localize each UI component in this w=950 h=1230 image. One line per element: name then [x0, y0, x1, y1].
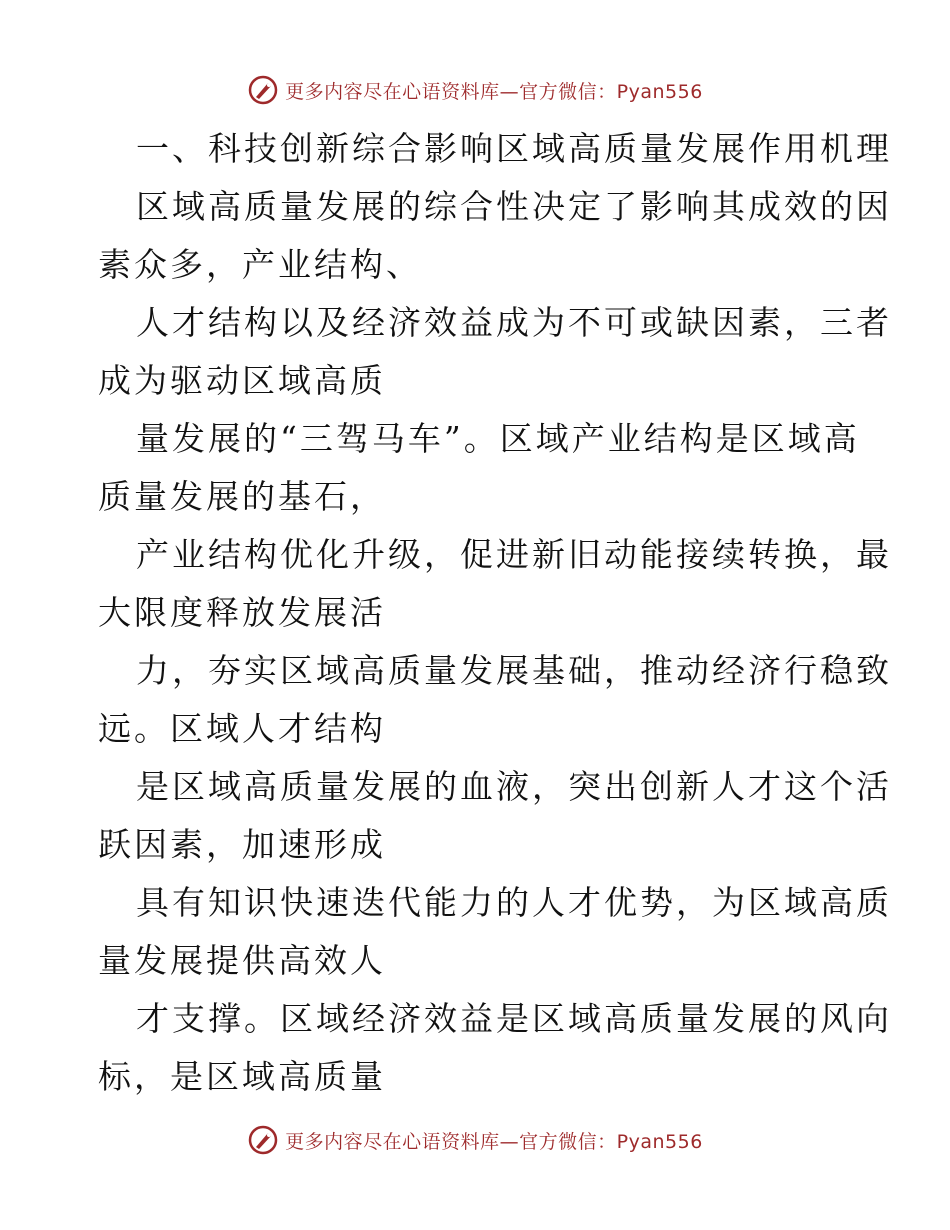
paragraph-line: 人才结构以及经济效益成为不可或缺因素，三者	[136, 303, 892, 342]
paragraph-line: 区域高质量发展的综合性决定了影响其成效的因	[136, 187, 892, 226]
paragraph-line: 量发展提供高效人	[98, 941, 386, 980]
paragraph-line: 量发展的“三驾马车”。区域产业结构是区域高	[136, 419, 860, 458]
header-banner-text: 更多内容尽在心语资料库—官方微信：Pyan556	[285, 80, 703, 103]
section-heading: 一、科技创新综合影响区域高质量发展作用机理	[136, 129, 892, 168]
paragraph-line: 才支撑。区域经济效益是区域高质量发展的风向	[136, 999, 892, 1038]
footer-banner-text: 更多内容尽在心语资料库—官方微信：Pyan556	[285, 1130, 703, 1153]
pen-circle-logo-icon	[247, 74, 279, 106]
paragraph-line: 远。区域人才结构	[98, 709, 386, 748]
paragraph-line: 跃因素，加速形成	[98, 825, 386, 864]
paragraph-line: 力，夯实区域高质量发展基础，推动经济行稳致	[136, 651, 892, 690]
document-body	[98, 120, 892, 1106]
paragraph-line: 素众多，产业结构、	[98, 245, 422, 284]
paragraph-line: 具有知识快速迭代能力的人才优势，为区域高质	[136, 883, 892, 922]
paragraph-line: 大限度释放发展活	[98, 593, 386, 632]
paragraph-line: 质量发展的基石，	[98, 477, 386, 516]
paragraph-line: 标，是区域高质量	[98, 1057, 386, 1096]
paragraph-line: 产业结构优化升级，促进新旧动能接续转换，最	[136, 535, 892, 574]
paragraph-line: 是区域高质量发展的血液，突出创新人才这个活	[136, 767, 892, 806]
header-banner	[0, 70, 950, 110]
footer-banner	[0, 1120, 950, 1160]
paragraph-line: 成为驱动区域高质	[98, 361, 386, 400]
pen-circle-logo-icon	[247, 1124, 279, 1156]
